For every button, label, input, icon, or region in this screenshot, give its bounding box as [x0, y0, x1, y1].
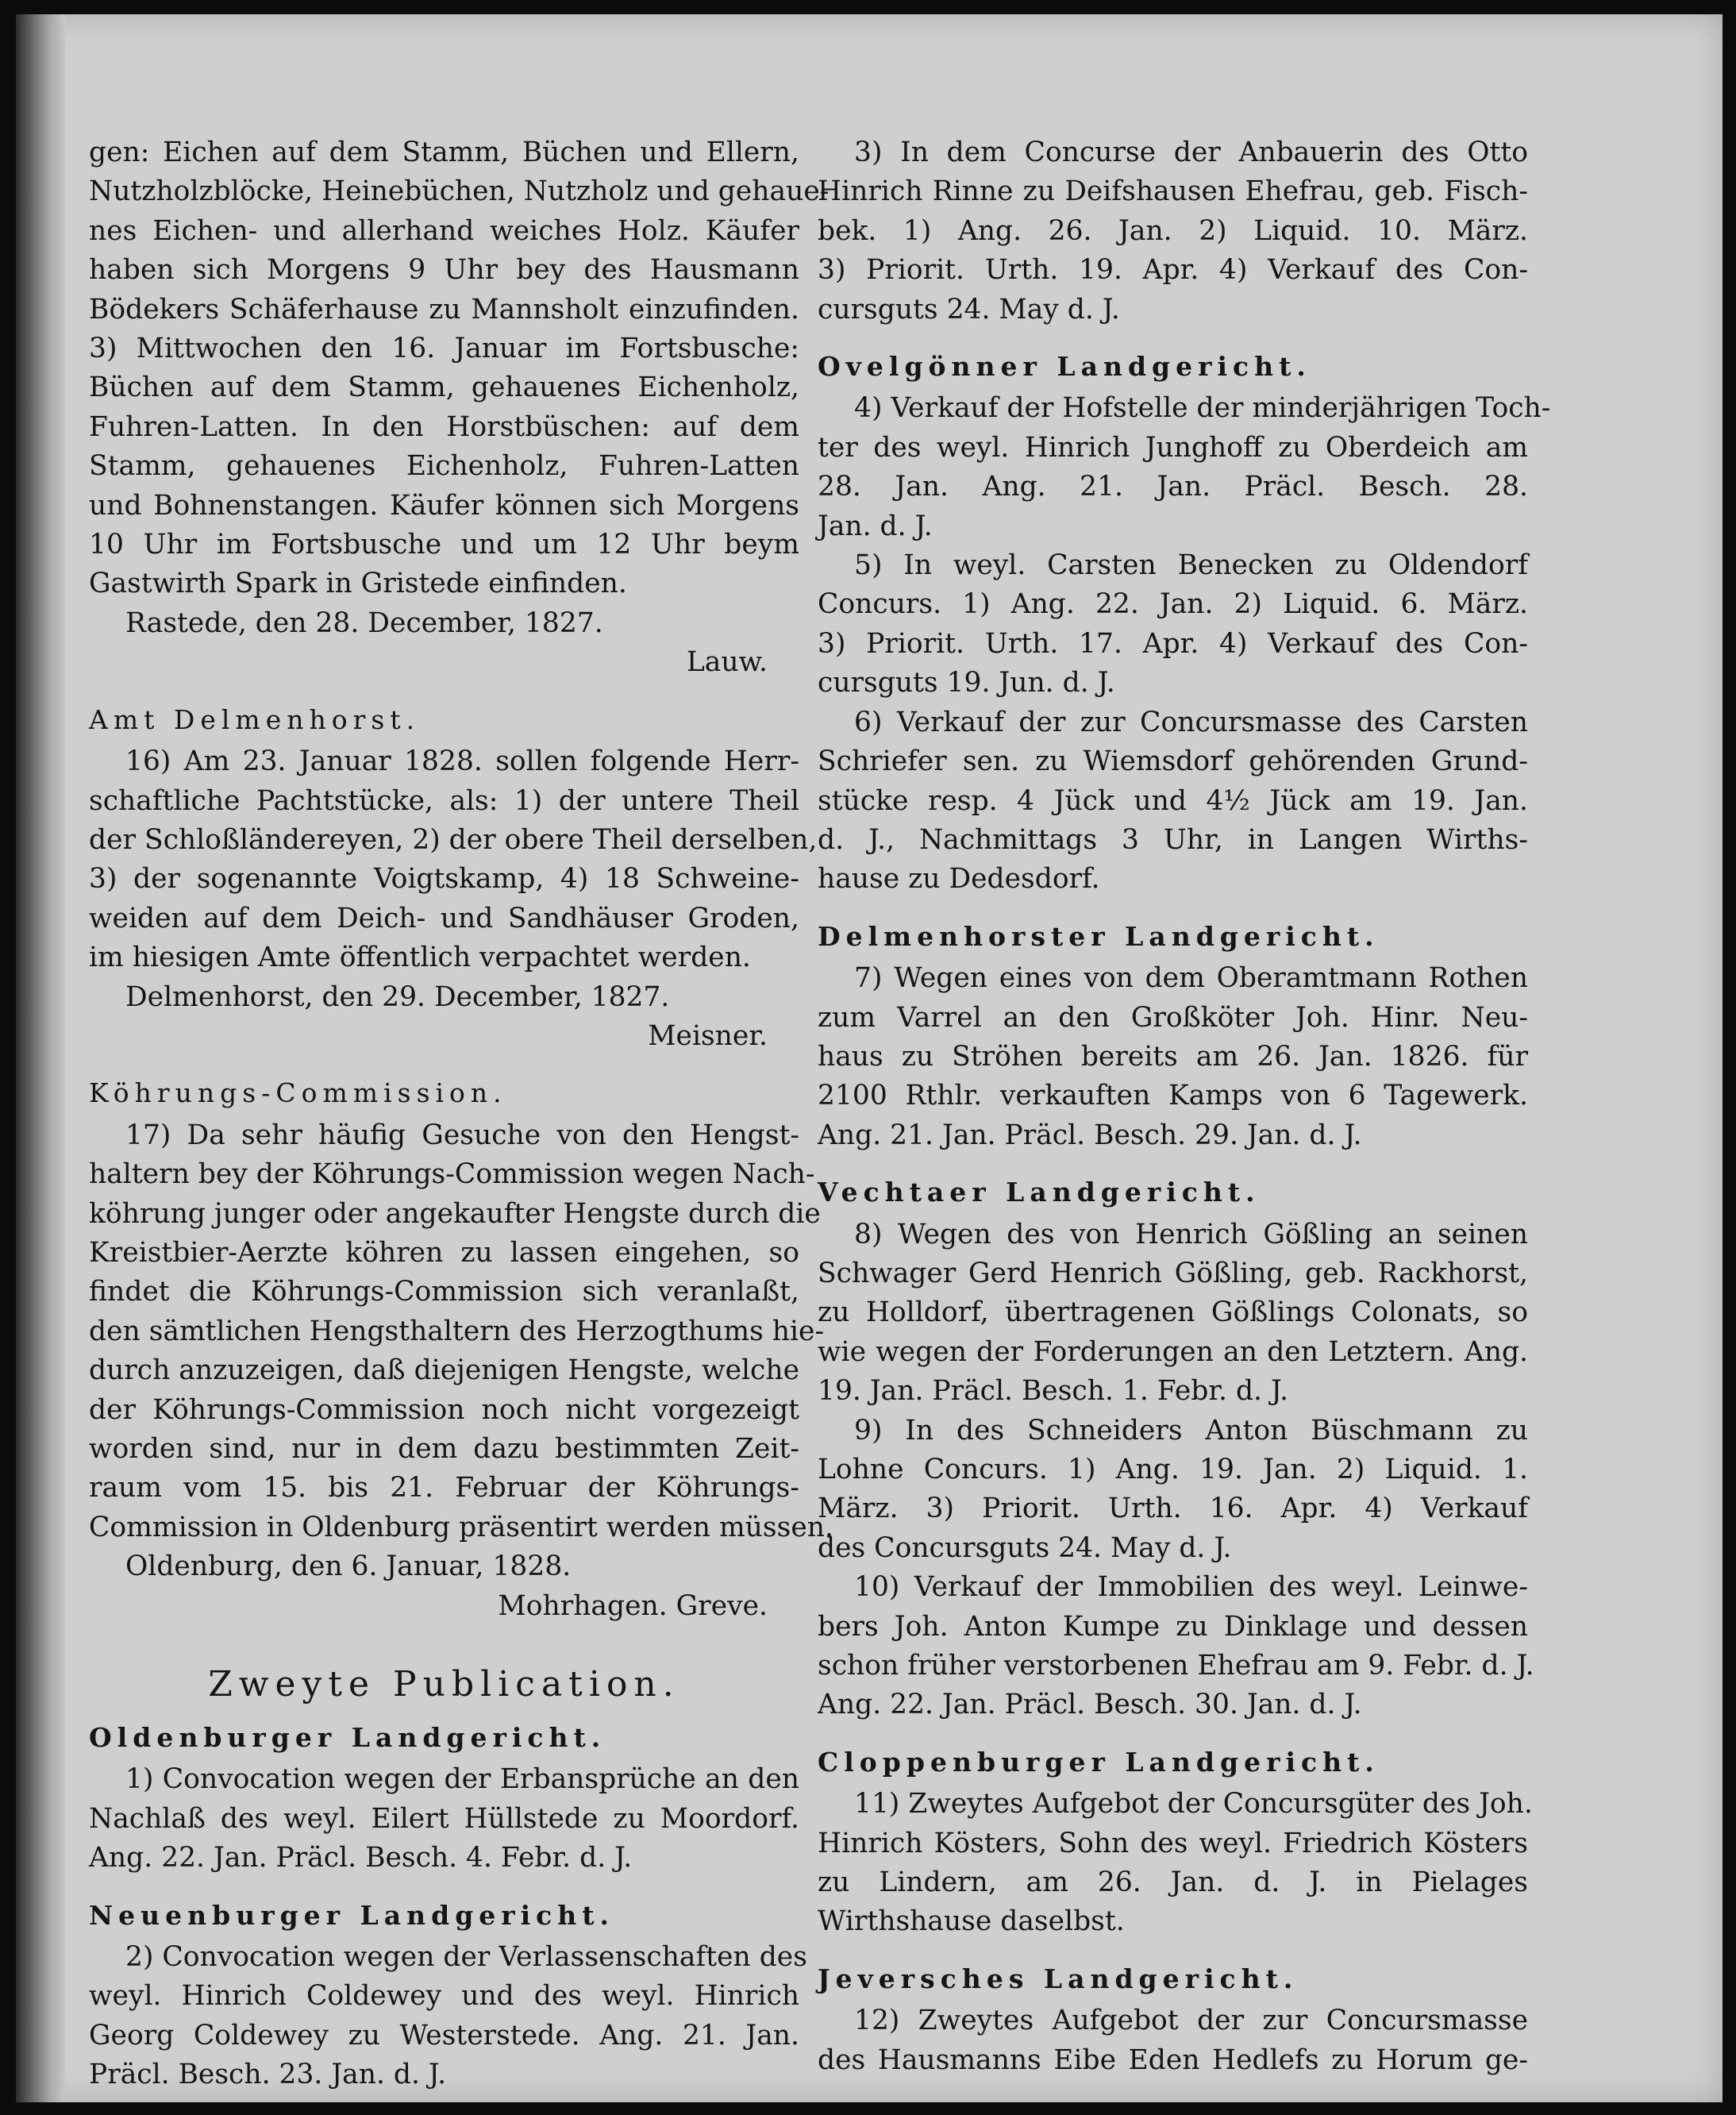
notice-rastede [89, 133, 830, 683]
text-line: 11) Zweytes Aufgebot der Concursgüter des Joh. [854, 1788, 1533, 1820]
text-line: schon früher verstorbenen Ehefrau am 9. Febr. d. J. [818, 1650, 1534, 1682]
notice-delmenhorst [89, 700, 818, 1057]
text-line: zum Varrel an den Großköter Joh. Hinr. Neu- [818, 1001, 1528, 1034]
notice-jeversches-landgericht [818, 1959, 1528, 2080]
text-line: haben sich Morgens 9 Uhr bey des Hausmann [89, 254, 799, 287]
notice-date: Rastede, den 28. December, 1827. [125, 607, 603, 639]
text-line: 4) Verkauf der Hofstelle der minderjährigen Toch- [854, 392, 1551, 425]
text-line: Stamm, gehauenes Eichenholz, Fuhren-Latten [89, 450, 799, 483]
text-line: März. 3) Priorit. Urth. 16. Apr. 4) Verkauf [818, 1493, 1528, 1525]
notice-date: Delmenhorst, den 29. December, 1827. [125, 980, 670, 1013]
text-line: haus zu Ströhen bereits am 26. Jan. 1826. für [818, 1040, 1528, 1073]
text-line: Nutzholzblöcke, Heinebüchen, Nutzholz und gehaue- [89, 175, 830, 208]
text-line: Bödekers Schäferhause zu Mannsholt einzufinden. [89, 293, 799, 326]
text-line: 17) Da sehr häufig Gesuche von den Hengst- [125, 1119, 799, 1151]
text-line: ter des weyl. Hinrich Junghoff zu Oberdeich am [818, 431, 1528, 464]
text-line: bek. 1) Ang. 26. Jan. 2) Liquid. 10. März. [818, 214, 1528, 247]
text-line: Jan. d. J. [818, 510, 933, 542]
text-line: 8) Wegen des von Henrich Gößling an seinen [854, 1218, 1528, 1250]
text-line: Hinrich Kösters, Sohn des weyl. Friedrich Kösters [818, 1827, 1528, 1859]
text-line: 3) der sogenannte Voigtskamp, 4) 18 Schweine- [89, 863, 799, 896]
text-line: Fuhren-Latten. In den Horstbüschen: auf dem [89, 410, 799, 443]
notice-cloppenburger-landgericht [818, 1743, 1533, 1942]
section-heading: Jeversches Landgericht. [818, 1963, 1299, 1994]
notice-koehrung [89, 1073, 833, 1626]
text-line: 5) In weyl. Carsten Benecken zu Oldendorf [854, 549, 1528, 582]
page-binding-shadow [16, 14, 65, 2102]
text-line: Ang. 22. Jan. Präcl. Besch. 30. Jan. d. J. [818, 1689, 1362, 1721]
text-line: des Concursguts 24. May d. J. [818, 1531, 1232, 1564]
section-heading: Vechtaer Landgericht. [818, 1177, 1261, 1208]
section-heading: Oldenburger Landgericht. [89, 1722, 606, 1754]
text-line: 10) Verkauf der Immobilien des weyl. Leinwe- [854, 1571, 1528, 1604]
text-line: 28. Jan. Ang. 21. Jan. Präcl. Besch. 28. [818, 471, 1528, 503]
text-line: zu Lindern, am 26. Jan. d. J. in Pielages [818, 1867, 1528, 1899]
text-line: köhrung junger oder angekaufter Hengste durch die [89, 1197, 821, 1230]
notice-neuenburger-landgericht [89, 1896, 807, 2095]
left-column [89, 133, 833, 2095]
notice-delmenhorster-landgericht [818, 917, 1528, 1155]
text-line: 9) In des Schneiders Anton Büschmann zu [854, 1414, 1528, 1447]
text-line: Schriefer sen. zu Wiemsdorf gehörenden Grund- [818, 745, 1528, 778]
text-line: Nachlaß des weyl. Eilert Hüllstede zu Moordorf. [89, 1802, 799, 1835]
right-column [818, 133, 1551, 2080]
text-line: cursguts 19. Jun. d. J. [818, 667, 1115, 699]
text-line: 3) Mittwochen den 16. Januar im Fortsbusche: [89, 333, 799, 365]
section-heading: Neuenburger Landgericht. [89, 1899, 615, 1931]
text-line: der Schloßländereyen, 2) der obere Theil derselben, [89, 823, 818, 856]
notice-date: Oldenburg, den 6. Januar, 1828. [125, 1551, 572, 1583]
notice-signature: Meisner. [648, 1019, 768, 1052]
text-line: 19. Jan. Präcl. Besch. 1. Febr. d. J. [818, 1375, 1289, 1408]
newspaper-page [16, 14, 1723, 2102]
text-line: nes Eichen- und allerhand weiches Holz. Käufer [89, 214, 799, 247]
text-line: 12) Zweytes Aufgebot der zur Concursmasse [854, 2005, 1528, 2037]
text-line: 2100 Rthlr. verkauften Kamps von 6 Tagewerk. [818, 1080, 1528, 1112]
text-line: Büchen auf dem Stamm, gehauenes Eichenholz, [89, 372, 799, 404]
text-line: worden sind, nur in dem dazu bestimmten Zeit- [89, 1433, 799, 1465]
text-line: cursguts 24. May d. J. [818, 293, 1120, 326]
text-line: stücke resp. 4 Jück und 4½ Jück am 19. Jan. [818, 784, 1528, 817]
text-line: und Bohnenstangen. Käufer können sich Morgens [89, 489, 799, 522]
text-line: Commission in Oldenburg präsentirt werden müssen. [89, 1511, 833, 1543]
text-line: den sämtlichen Hengsthaltern des Herzogthums hie- [89, 1315, 825, 1347]
notice-ovelgoenner-landgericht [818, 347, 1551, 900]
text-line: 10 Uhr im Fortsbusche und um 12 Uhr beym [89, 529, 799, 561]
text-line: 1) Convocation wegen der Erbansprüche an den [125, 1763, 799, 1796]
text-line: 3) In dem Concurse der Anbauerin des Otto [854, 137, 1528, 168]
publication-title: Zweyte Publication. [208, 1664, 680, 1705]
text-line: bers Joh. Anton Kumpe zu Dinklage und dessen [818, 1610, 1528, 1643]
text-line: Hinrich Rinne zu Deifshausen Ehefrau, geb. Fisch- [818, 175, 1528, 208]
text-line: Ang. 21. Jan. Präcl. Besch. 29. Jan. d. J. [818, 1119, 1362, 1151]
text-line: 6) Verkauf der zur Concursmasse des Carsten [854, 706, 1528, 738]
section-heading: Cloppenburger Landgericht. [818, 1746, 1380, 1778]
notice-signature: Lauw. [686, 646, 768, 679]
text-line: Ang. 22. Jan. Präcl. Besch. 4. Febr. d. J. [89, 1842, 633, 1874]
text-line: im hiesigen Amte öffentlich verpachtet werden. [89, 942, 751, 974]
text-line: Georg Coldewey zu Westerstede. Ang. 21. Jan. [89, 2019, 799, 2051]
text-line: gen: Eichen auf dem Stamm, Büchen und Ellern, [89, 137, 799, 168]
text-line: Lohne Concurs. 1) Ang. 19. Jan. 2) Liquid. 1. [818, 1454, 1528, 1485]
text-line: Schwager Gerd Henrich Gößling, geb. Rackhorst, [818, 1257, 1528, 1289]
section-heading: Köhrungs-Commission. [89, 1077, 507, 1109]
text-line: Wirthshause daselbst. [818, 1905, 1125, 1938]
text-line: durch anzuzeigen, daß diejenigen Hengste, welche [89, 1354, 799, 1387]
text-line: 3) Priorit. Urth. 17. Apr. 4) Verkauf des Con- [818, 627, 1528, 660]
text-line: d. J., Nachmittags 3 Uhr, in Langen Wirths- [818, 823, 1528, 856]
text-line: 7) Wegen eines von dem Oberamtmann Rothen [854, 962, 1528, 995]
text-line: schaftliche Pachtstücke, als: 1) der untere Theil [89, 784, 799, 817]
notice-signature: Mohrhagen. Greve. [498, 1589, 768, 1622]
notice-oldenburger-landgericht [89, 1718, 799, 1878]
text-line: der Köhrungs-Commission noch nicht vorgezeigt [89, 1393, 799, 1426]
notice-vechtaer-landgericht [818, 1173, 1534, 1725]
text-line: zu Holldorf, übertragenen Gößlings Colonats, so [818, 1296, 1528, 1329]
section-heading: Amt Delmenhorst. [89, 703, 421, 735]
text-line: wie wegen der Forderungen an den Letztern. Ang. [818, 1335, 1528, 1368]
text-line: 2) Convocation wegen der Verlassenschaften des [125, 1941, 807, 1974]
text-line: haltern bey der Köhrungs-Commission wegen Nach- [89, 1158, 815, 1191]
text-line: weiden auf dem Deich- und Sandhäuser Groden, [89, 902, 799, 934]
text-line: raum vom 15. bis 21. Februar der Köhrungs- [89, 1472, 799, 1504]
section-heading: Delmenhorster Landgericht. [818, 920, 1380, 952]
text-line: 16) Am 23. Januar 1828. sollen folgende Herr- [125, 745, 799, 778]
section-heading: Ovelgönner Landgericht. [818, 351, 1311, 383]
text-line: Concurs. 1) Ang. 22. Jan. 2) Liquid. 6. März. [818, 588, 1528, 621]
text-line: 3) Priorit. Urth. 19. Apr. 4) Verkauf des Con- [818, 254, 1528, 287]
notice-rinne-concurs [818, 133, 1528, 329]
text-line: des Hausmanns Eibe Eden Hedlefs zu Horum ge- [818, 2044, 1528, 2076]
text-line: hause zu Dedesdorf. [818, 863, 1100, 896]
text-line: findet die Köhrungs-Commission sich veranlaßt, [89, 1276, 799, 1308]
text-line: Präcl. Besch. 23. Jan. d. J. [89, 2059, 447, 2091]
text-line: Gastwirth Spark in Gristede einfinden. [89, 568, 627, 600]
text-line: Kreistbier-Aerzte köhren zu lassen eingehen, so [89, 1236, 799, 1269]
text-line: weyl. Hinrich Coldewey und des weyl. Hinrich [89, 1980, 799, 2013]
